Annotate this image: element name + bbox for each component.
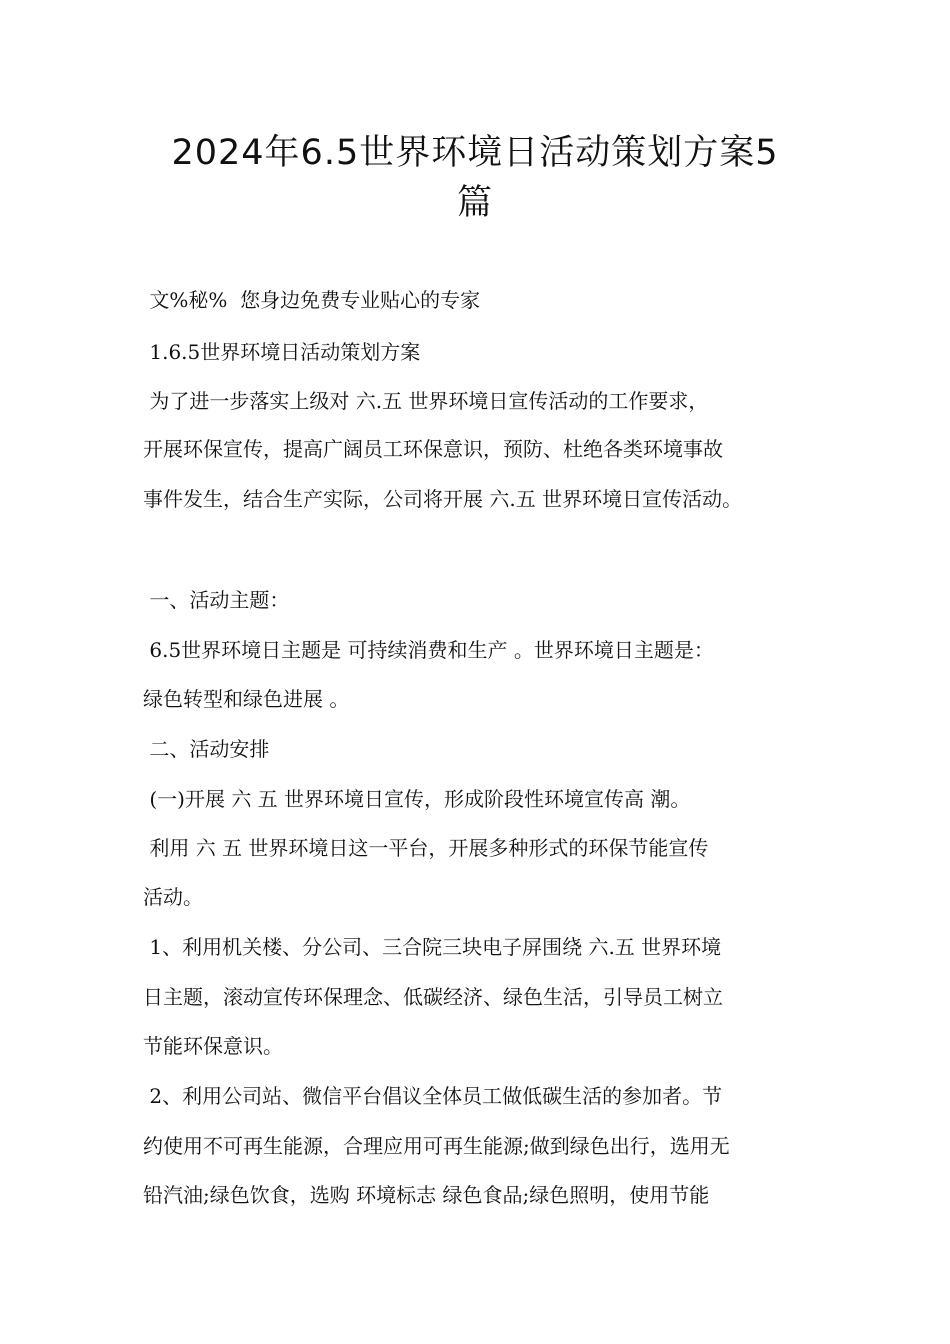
body-line: 6.5世界环境日主题是 可持续消费和生产 。世界环境日主题是： [143, 638, 714, 662]
body-line: 活动。 [143, 885, 203, 909]
title-line-2: 篇 [456, 183, 493, 223]
heading-activity-arrangement: 二、活动安排 [143, 737, 270, 761]
list-item-1-line: 节能环保意识。 [143, 1034, 283, 1058]
body-line: 利用 六 五 世界环境日这一平台，开展多种形式的环保节能宣传 [143, 836, 709, 860]
heading-activity-theme: 一、活动主题： [143, 588, 290, 612]
body-line: 为了进一步落实上级对 六.五 世界环境日宣传活动的工作要求， [143, 389, 709, 413]
list-item-2-line: 铅汽油;绿色饮食，选购 环境标志 绿色食品;绿色照明，使用节能 [143, 1183, 710, 1207]
body-line: 开展环保宣传，提高广阔员工环保意识，预防、杜绝各类环境事故 [143, 437, 723, 461]
list-item-2-line: 约使用不可再生能源，合理应用可再生能源;做到绿色出行，选用无 [143, 1134, 730, 1158]
list-item-1-line: 日主题，滚动宣传环保理念、低碳经济、绿色生活，引导员工树立 [143, 985, 723, 1009]
source-line: 文%秘% 您身边免费专业贴心的专家 [143, 288, 481, 312]
body-line: 绿色转型和绿色进展 。 [143, 687, 350, 711]
list-item-1-line: 1、利用机关楼、分公司、三合院三块电子屏围绕 六.五 世界环境 [143, 935, 722, 959]
section-heading-1: 1.6.5世界环境日活动策划方案 [143, 340, 421, 364]
body-line: 事件发生，结合生产实际，公司将开展 六.五 世界环境日宣传活动。 [143, 487, 743, 511]
title-line-1: 2024年6.5世界环境日活动策划方案5 [171, 133, 779, 173]
document-title [120, 128, 830, 228]
subheading-line: (一)开展 六 五 世界环境日宣传，形成阶段性环境宣传高 潮。 [143, 787, 691, 811]
list-item-2-line: 2、利用公司站、微信平台倡议全体员工做低碳生活的参加者。节 [143, 1084, 723, 1108]
